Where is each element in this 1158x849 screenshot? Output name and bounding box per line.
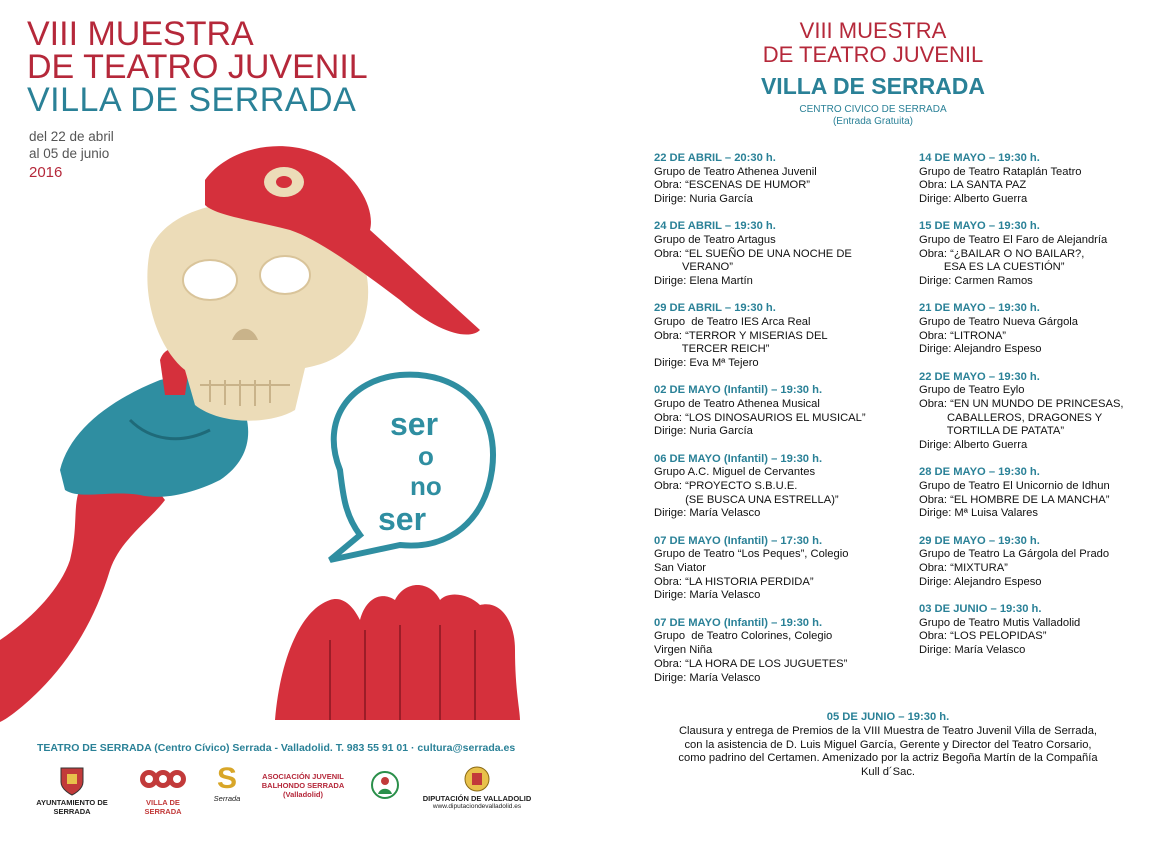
event-line: Dirige: Mª Luisa Valares: [919, 507, 1038, 520]
event-entry: [919, 302, 1158, 357]
schedule-column-2: [919, 152, 1158, 671]
event-entry: [654, 535, 919, 604]
logo-villa-serrada: VILLA DE SERRADA: [134, 766, 192, 816]
event-line: Dirige: María Velasco: [654, 507, 761, 520]
event-entry: [919, 466, 1158, 521]
event-line: Obra: “ESCENAS DE HUMOR”: [654, 179, 811, 192]
logo-balhondo: ASOCIACIÓN JUVENIL BALHONDO SERRADA (Valladolid): [261, 772, 345, 799]
poster-title-line1: VIII MUESTRA: [27, 15, 254, 53]
poster-title-line2: DE TEATRO JUVENIL: [27, 48, 368, 86]
red-arm: [0, 468, 165, 722]
emblem-icon: [370, 770, 400, 800]
closing-event: [638, 711, 1138, 780]
event-line: CABALLEROS, DRAGONES Y: [919, 411, 1103, 424]
event-entry: [654, 220, 919, 289]
event-line: Dirige: María Velasco: [654, 671, 761, 684]
event-line: Obra: “EN UN MUNDO DE PRINCESAS,: [919, 398, 1124, 411]
closing-line: Clausura y entrega de Premios de la VIII Muestra de Teatro Juvenil Villa de Serrada,: [678, 724, 1098, 737]
event-line: Dirige: Alberto Guerra: [919, 193, 1028, 206]
poster-footer: TEATRO DE SERRADA (Centro Cívico) Serrada - Valladolid. T. 983 55 91 01 · cultura@serrada.es: [37, 742, 516, 754]
event-date: 14 DE MAYO – 19:30 h.: [919, 152, 1040, 164]
event-date: 21 DE MAYO – 19:30 h.: [919, 302, 1040, 315]
event-entry: [919, 152, 1158, 207]
event-line: Obra: “MIXTURA”: [919, 562, 1008, 575]
event-line: Obra: “EL HOMBRE DE LA MANCHA”: [919, 493, 1110, 506]
event-entry: [654, 152, 919, 207]
event-date: 22 DE MAYO – 19:30 h.: [919, 370, 1040, 383]
event-line: Grupo de Teatro Nueva Gárgola: [919, 316, 1078, 329]
event-entry: [654, 302, 919, 371]
event-line: Obra: “LOS DINOSAURIOS EL MUSICAL”: [654, 411, 866, 424]
serrada-s-icon: S: [216, 762, 237, 795]
event-entry: [919, 220, 1158, 289]
event-line: Obra: “LA HISTORIA PERDIDA”: [654, 575, 814, 588]
event-date: 24 DE ABRIL – 19:30 h.: [654, 220, 776, 233]
event-line: Grupo de Teatro La Gárgola del Prado: [919, 548, 1110, 561]
event-line: Dirige: Eva Mª Tejero: [654, 357, 759, 370]
bubble-word-4: ser: [378, 501, 427, 537]
event-line: Grupo de Teatro Artagus: [654, 234, 776, 247]
bubble-word-3: no: [410, 471, 442, 501]
event-line: Obra: “LITRONA”: [919, 329, 1007, 342]
event-line: Dirige: Alejandro Espeso: [919, 575, 1042, 588]
dates-line1: del 22 de abril: [29, 129, 114, 144]
event-entry: [919, 603, 1158, 658]
closing-date: 05 DE JUNIO – 19:30 h.: [826, 711, 950, 723]
event-line: Dirige: María Velasco: [919, 644, 1026, 657]
event-line: Virgen Niña: [654, 644, 713, 657]
logo-emblem: [362, 770, 408, 802]
bubble-word-2: o: [418, 441, 434, 471]
poster-year: 2016: [29, 164, 63, 181]
event-date: 02 DE MAYO (Infantil) – 19:30 h.: [654, 384, 823, 397]
event-line: Grupo de Teatro Athenea Juvenil: [654, 165, 817, 178]
logos-bar: [22, 764, 562, 822]
event-line: ESA ES LA CUESTIÓN”: [919, 261, 1065, 274]
event-date: 06 DE MAYO (Infantil) – 19:30 h.: [654, 452, 823, 465]
event-line: Dirige: Carmen Ramos: [919, 275, 1033, 288]
event-line: Grupo de Teatro Eylo: [919, 384, 1025, 397]
program-title-line1: VIII MUESTRA: [799, 18, 947, 43]
event-line: TERCER REICH”: [654, 343, 770, 356]
event-date: 07 DE MAYO (Infantil) – 17:30 h.: [654, 534, 823, 547]
event-line: Dirige: Nuria García: [654, 193, 753, 206]
red-crown: [275, 585, 520, 720]
event-line: Obra: “TERROR Y MISERIAS DEL: [654, 329, 828, 342]
event-line: Grupo de Teatro Colorines, Colegio: [654, 630, 833, 643]
event-line: Dirige: Alejandro Espeso: [919, 343, 1042, 356]
schedule-column-1: [654, 152, 919, 699]
event-date: 29 DE ABRIL – 19:30 h.: [654, 302, 776, 315]
coat-of-arms-icon: [59, 766, 85, 796]
event-entry: [654, 453, 919, 522]
event-entry: [919, 535, 1158, 590]
event-date: 29 DE MAYO – 19:30 h.: [919, 534, 1040, 547]
program-panel: [578, 0, 1158, 849]
event-line: Grupo de Teatro El Faro de Alejandría: [919, 234, 1108, 247]
event-date: 03 DE JUNIO – 19:30 h.: [919, 602, 1042, 615]
event-line: (SE BUSCA UNA ESTRELLA)”: [654, 493, 839, 506]
event-line: Grupo de Teatro Athenea Musical: [654, 398, 820, 411]
event-line: Obra: “LOS PELOPIDAS”: [919, 630, 1047, 643]
poster-title-line3: VILLA DE SERRADA: [27, 81, 357, 119]
closing-line: como padrino del Certamen. Amenizado por la actriz Begoña Martín de la Compañía: [678, 752, 1098, 765]
event-line: Obra: “¿BAILAR O NO BAILAR?,: [919, 247, 1085, 260]
event-line: San Viator: [654, 562, 707, 575]
closing-line: Kull d´Sac.: [860, 766, 916, 779]
logo-serrada: S Serrada: [210, 764, 244, 803]
event-line: Dirige: Alberto Guerra: [919, 439, 1028, 452]
logo-ayuntamiento: AYUNTAMIENTO DE SERRADA: [32, 766, 112, 816]
event-date: 15 DE MAYO – 19:30 h.: [919, 220, 1040, 233]
event-line: Grupo de Teatro Rataplán Teatro: [919, 165, 1082, 178]
event-entry: [654, 384, 919, 439]
event-date: 28 DE MAYO – 19:30 h.: [919, 466, 1040, 479]
event-line: Obra: “EL SUEÑO DE UNA NOCHE DE: [654, 247, 852, 260]
closing-line: con la asistencia de D. Luis Miguel García, Gerente y Director del Teatro Corsario,: [684, 738, 1092, 751]
event-line: Grupo de Teatro El Unicornio de Idhun: [919, 480, 1110, 493]
dates-line2: al 05 de junio: [29, 146, 110, 161]
logo-diputacion: DIPUTACIÓN DE VALLADOLID www.diputaciondevalladolid.es: [422, 766, 532, 810]
event-entry: [654, 617, 919, 686]
program-venue: CENTRO CIVICO DE SERRADA: [799, 104, 947, 115]
event-line: Dirige: María Velasco: [654, 589, 761, 602]
event-date: 07 DE MAYO (Infantil) – 19:30 h.: [654, 616, 823, 629]
event-entry: [919, 371, 1158, 453]
event-line: Grupo de Teatro IES Arca Real: [654, 316, 811, 329]
diputacion-crest-icon: [464, 766, 490, 792]
bubble-word-1: ser: [390, 406, 439, 442]
event-line: Grupo de Teatro “Los Peques”, Colegio: [654, 548, 849, 561]
event-date: 22 DE ABRIL – 20:30 h.: [654, 152, 776, 164]
event-line: TORTILLA DE PATATA”: [919, 425, 1065, 438]
event-line: Dirige: Elena Martín: [654, 275, 753, 288]
masks-icon: [139, 766, 187, 796]
poster-title: [27, 15, 368, 119]
event-line: Obra: “PROYECTO S.B.U.E.: [654, 480, 798, 493]
event-line: Grupo A.C. Miguel de Cervantes: [654, 466, 816, 479]
poster-panel: [0, 0, 578, 849]
skull-illustration: [0, 125, 578, 745]
event-line: Grupo de Teatro Mutis Valladolid: [919, 616, 1081, 629]
event-line: Obra: “LA HORA DE LOS JUGUETES”: [654, 657, 848, 670]
event-line: Dirige: Nuria García: [654, 425, 753, 438]
event-line: Obra: LA SANTA PAZ: [919, 179, 1027, 192]
program-title-line2: DE TEATRO JUVENIL: [762, 42, 984, 67]
program-title-line3: VILLA DE SERRADA: [760, 73, 986, 99]
program-entry: (Entrada Gratuita): [832, 116, 914, 127]
event-line: VERANO”: [654, 261, 733, 274]
